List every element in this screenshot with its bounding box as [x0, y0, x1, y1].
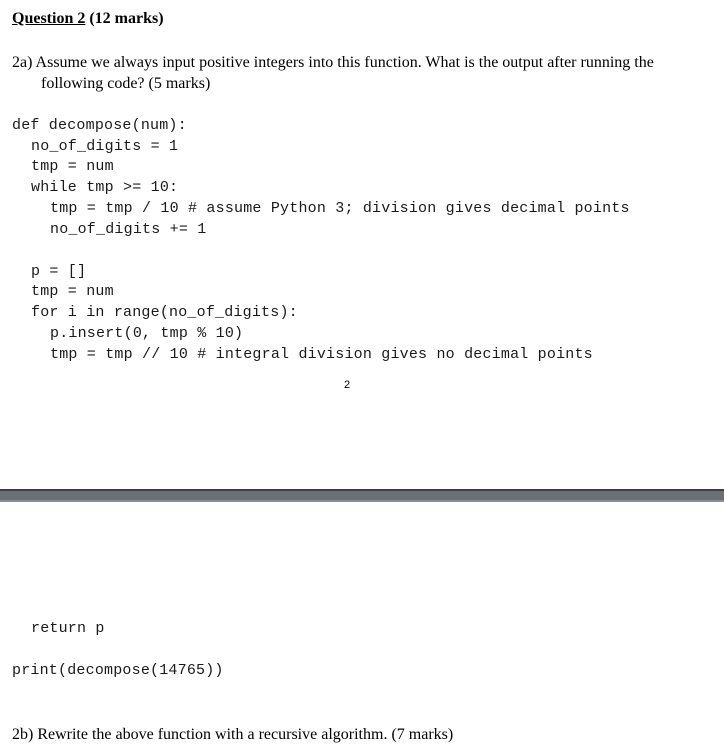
- question-heading-marks: (12 marks): [85, 10, 164, 27]
- code-line-digits-increment: no_of_digits += 1: [50, 221, 207, 238]
- code-line-while: while tmp >= 10:: [31, 179, 179, 196]
- code-line-def: def decompose(num):: [12, 117, 187, 134]
- question-2a-text-line1: 2a) Assume we always input positive integers into this function. What is the output after running the: [12, 54, 654, 71]
- page-break-separator: [0, 489, 724, 502]
- code-line-for: for i in range(no_of_digits):: [31, 304, 298, 321]
- question-heading: [12, 10, 164, 28]
- code-line-tmp-divide: tmp = tmp / 10 # assume Python 3; division gives decimal points: [50, 200, 630, 217]
- code-line-return: return p: [31, 620, 105, 637]
- document-page-2: [0, 502, 724, 755]
- code-line-insert: p.insert(0, tmp % 10): [50, 325, 244, 342]
- code-line-tmp-assign: tmp = num: [31, 158, 114, 175]
- question-2b-text: 2b) Rewrite the above function with a recursive algorithm. (7 marks): [12, 726, 454, 743]
- question-heading-label: Question 2: [12, 10, 86, 27]
- code-line-tmp-reset: tmp = num: [31, 283, 114, 300]
- code-line-digits-init: no_of_digits = 1: [31, 138, 179, 155]
- code-line-p-init: p = []: [31, 263, 87, 280]
- code-line-integer-divide: tmp = tmp // 10 # integral division gives no decimal points: [50, 346, 593, 363]
- code-line-print: print(decompose(14765)): [12, 662, 224, 679]
- page-number: 2: [344, 379, 351, 391]
- question-2a-text-line2: following code? (5 marks): [41, 75, 211, 92]
